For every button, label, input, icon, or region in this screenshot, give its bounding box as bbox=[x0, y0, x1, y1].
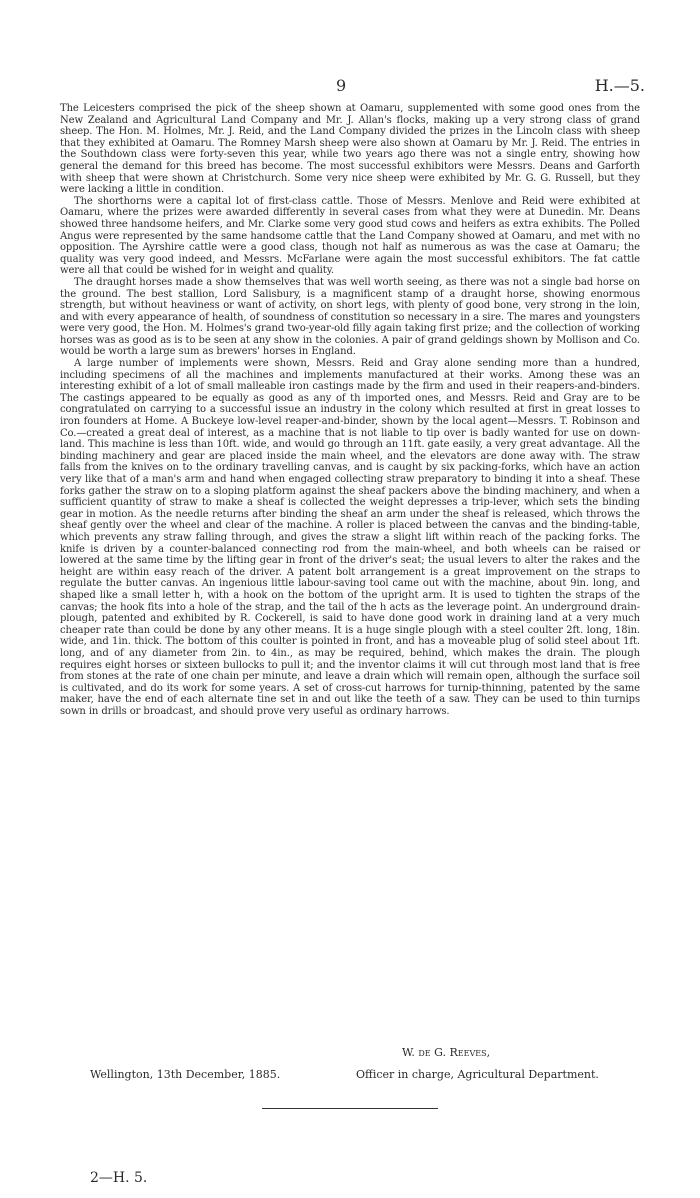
paragraph-cattle: The shorthorns were a capital lot of first-class cattle. Those of Messrs. Menlove and Reid were exhibited at Oamaru, where the prizes were awarded differently in several cases from what they were at Dunedin. Mr. Deans showed three handsome heifers, and Mr. Clarke some very good stud cows and heifers as extra exhibits. The Polled Angus were represented by the same handsome cattle that the Land Company showed at Oamaru, and met with no opposition. The Ayrshire cattle were a good class, though not half as numerous as was the case at Oamaru; the quality was very good indeed, and Messrs. McFarlane were again the most successful exhibitors. The fat cattle were all that could be wished for in weight and quality. bbox=[60, 195, 640, 277]
paragraph-implements: A large number of implements were shown, Messrs. Reid and Gray alone sending more than a hundred, including specimens of all the machines and implements manufactured at their works. Among these was an interesting exhibit of a lot of small malleable iron castings made by the firm and used in their reapers-and-binders. The castings appeared to be equally as good as any of th imported ones, and Messrs. Reid and Gray are to be congratulated on carrying to a successful issue an industry in the colony which resulted at first in great losses to iron founders at Home. A Buckeye low-level reaper-and-binder, shown by the local agent—Messrs. T. Robinson and Co.—created a great deal of interest, as a machine that is not liable to tip over is badly wanted for use on down-land. This machine is less than 10ft. wide, and would go through an 11ft. gate easily, a very great advantage. All the binding machinery and gear are placed inside the main wheel, and the elevators are done away with. The straw falls from the knives on to the ordinary travelling canvas, and is caught by six packing-forks, which have an action very like that of a man's arm and hand when engaged collecting straw preparatory to binding it into a sheaf. These forks gather the straw on to a sloping platform against the sheaf packers above the binding machinery, and when a sufficient quantity of straw to make a sheaf is collected the weight depresses a trip-lever, which sets the binding gear in motion. As the needle returns after binding the sheaf an arm under the sheaf is released, which throws the sheaf gently over the wheel and clear of the machine. A roller is placed between the canvas and the binding-table, which prevents any straw falling through, and gives the straw a slight lift within reach of the packing forks. The knife is driven by a counter-balanced connecting rod from the main-wheel, and both wheels can be raised or lowered at the same time by the lifting gear in front of the driver's seat; the usual levers to alter the rakes and the height are within easy reach of the driver. A patent bolt arrangement is a great improvement on the straps to regulate the butter canvas. An ingenious little labour-saving tool came out with the machine, about 9in. long, and shaped like a small letter h, with a hook on the bottom of the upright arm. It is used to tighten the straps of the canvas; the hook fits into a hole of the strap, and the tail of the h acts as the leverage point. An underground drain-plough, patented and exhibited by R. Cockerell, is said to have done good work in draining land at a very much cheaper rate than could be done by any other means. It is a huge single plough with a steel coulter 2ft. long, 18in. wide, and 1in. thick. The bottom of this coulter is pointed in front, and has a moveable plug of solid steel about 1ft. long, and of any diameter from 2in. to 4in., as may be required, behind, which makes the drain. The plough requires eight horses or sixteen bullocks to pull it; and the inventor claims it will cut through most land that is free from stones at the rate of one chain per minute, and leave a drain which will remain open, although the surface soil is cultivated, and do its work for some years. A set of cross-cut harrows for turnip-thinning, patented by the same maker, have the end of each alternate tine set in and out like the teeth of a saw. They can be used to thin turnips sown in drills or broadcast, and should prove very useful as ordinary harrows. bbox=[60, 358, 640, 717]
signature-name: de G. Reeves, bbox=[418, 1046, 491, 1059]
signature bbox=[402, 1046, 490, 1059]
officer-title: Officer in charge, Agricultural Department. bbox=[356, 1068, 599, 1081]
body-text bbox=[60, 103, 640, 717]
page-number: 9 bbox=[336, 76, 347, 95]
sheet-mark: 2—H. 5. bbox=[90, 1170, 148, 1186]
place-date: Wellington, 13th December, 1885. bbox=[90, 1068, 281, 1081]
paragraph-horses: The draught horses made a show themselves that was well worth seeing, as there was not a single bad horse on the ground. The best stallion, Lord Salisbury, is a magnificent stamp of a draught horse, showing enormous strength, but without heaviness or want of activity, on short legs, with plenty of good bone, very strong in the loin, and with every appearance of health, of soundness of constitution so necessary in a sire. The mares and youngsters were very good, the Hon. M. Holmes's grand two-year-old filly again taking first prize; and the collection of working horses was as good as is to be seen at any show in the colonies. A pair of grand geldings shown by Mollison and Co. would be worth a large sum as brewers' horses in England. bbox=[60, 276, 640, 358]
signature-initials: W. bbox=[402, 1046, 415, 1059]
divider-rule bbox=[262, 1108, 438, 1109]
paragraph-sheep: The Leicesters comprised the pick of the sheep shown at Oamaru, supplemented with some good ones from the New Zealand and Agricultural Land Company and Mr. J. Allan's flocks, making up a very strong class of grand sheep. The Hon. M. Holmes, Mr. J. Reid, and the Land Company divided the prizes in the Lincoln class with sheep that they exhibited at Oamaru. The Romney Marsh sheep were also shown at Oamaru by Mr. J. Reid. The entries in the Southdown class were forty-seven this year, while two years ago there was not a single entry, showing how general the demand for this breed has become. The most successful exhibitors were Messrs. Deans and Garforth with sheep that were shown at Christchurch. Some very nice sheep were exhibited by Mr. G. G. Russell, but they were lacking a little in condition. bbox=[60, 103, 640, 196]
document-code: H.—5. bbox=[594, 76, 645, 95]
